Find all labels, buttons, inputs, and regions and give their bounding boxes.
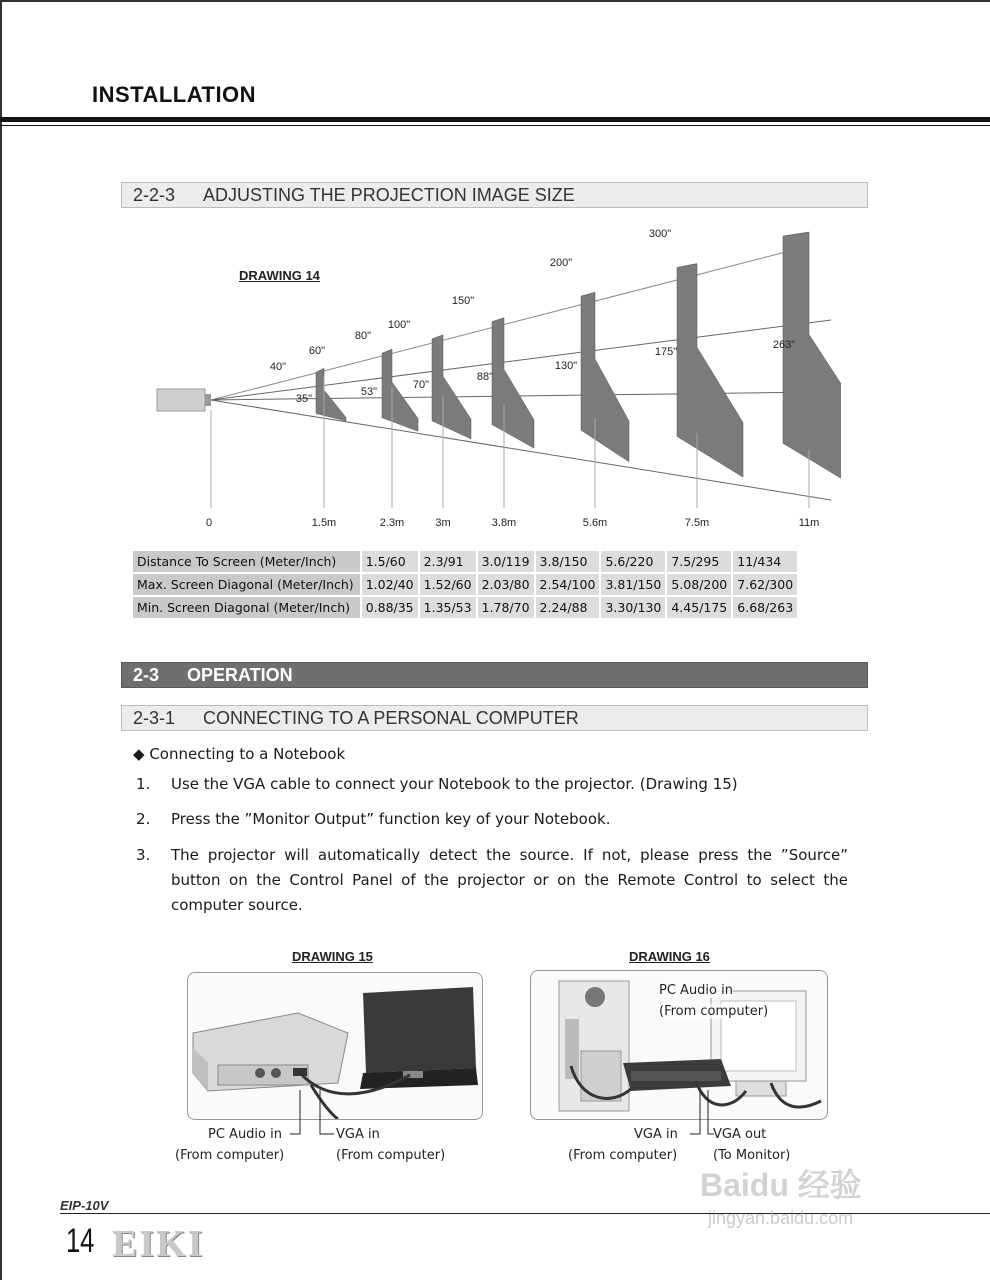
table-cell: 3.30/130	[601, 597, 665, 618]
min-size-label: 130"	[554, 360, 578, 372]
notebook-heading	[133, 745, 345, 763]
header-rule	[0, 117, 990, 122]
distance-tick-label: 0	[205, 517, 213, 529]
step-2	[136, 807, 848, 832]
table-cell: 1.52/60	[420, 574, 476, 595]
caption-line: PC Audio in	[208, 1127, 282, 1142]
caption-pc-audio-in	[208, 1127, 282, 1142]
max-size-label: 40"	[269, 361, 287, 373]
distance-tick-label: 7.5m	[684, 517, 710, 529]
pc-tower-illustration	[559, 981, 629, 1111]
distance-tick-label: 1.5m	[311, 517, 337, 529]
caption-vga-in-sub: (From computer)	[336, 1148, 446, 1163]
table-cell: 5.6/220	[601, 551, 665, 572]
caption-vga-out: VGA out	[713, 1127, 767, 1142]
caption-leader-lines	[280, 1090, 340, 1140]
caption-vga-in-16-sub: (From computer)	[568, 1148, 678, 1163]
table-cell: 1.02/40	[362, 574, 418, 595]
watermark-url: jingyan.baidu.com	[708, 1208, 854, 1228]
caption-leader-lines-16	[680, 1090, 730, 1140]
table-cell: 7.5/295	[667, 551, 731, 572]
section-number: 2-2-3	[133, 185, 176, 205]
caption-vga-out-sub: (To Monitor)	[713, 1148, 791, 1163]
watermark-logo: Baidu 经验	[700, 1167, 862, 1203]
section-title: ADJUSTING THE PROJECTION IMAGE SIZE	[203, 185, 575, 205]
distance-tick-label: 11m	[798, 517, 820, 529]
distance-tick-label: 2.3m	[379, 517, 405, 529]
caption-vga-in: VGA in	[336, 1127, 380, 1142]
brand-logo: EIKI	[112, 1223, 205, 1265]
model-name: EIP-10V	[60, 1198, 109, 1213]
inset-pc-audio-in: PC Audio in	[659, 983, 733, 998]
table-cell: 1.5/60	[362, 551, 418, 572]
table-cell: 5.08/200	[667, 574, 731, 595]
min-size-label: 88"	[476, 371, 494, 383]
table-cell: 3.8/150	[536, 551, 600, 572]
screen-mark	[432, 335, 471, 439]
step-text: The projector will automatically detect the source. If not, please press the ”Source” button on the Control Panel of the projector or on the Remote Control to select the computer source.	[171, 846, 848, 914]
step-number: 1.	[136, 775, 151, 793]
screen-mark	[677, 263, 743, 477]
row-label: Min. Screen Diagonal (Meter/Inch)	[133, 597, 360, 618]
page-border-left	[0, 0, 2, 1280]
drawing-14-label: DRAWING 14	[239, 268, 320, 283]
caption-pc-audio-in-sub: (From computer)	[175, 1148, 285, 1163]
min-size-label: 70"	[412, 379, 430, 391]
caption-vga-in-16: VGA in	[634, 1127, 678, 1142]
beam-ray-top	[211, 246, 809, 400]
table-cell: 3.81/150	[601, 574, 665, 595]
table-cell: 0.88/35	[362, 597, 418, 618]
projection-diagram	[121, 220, 841, 540]
table-row	[133, 551, 797, 572]
table-row	[133, 597, 797, 618]
screen-mark	[581, 292, 629, 462]
drawing-16-photo	[530, 970, 828, 1120]
row-label: Distance To Screen (Meter/Inch)	[133, 551, 360, 572]
step-number: 2.	[136, 810, 151, 828]
table-cell: 1.78/70	[478, 597, 534, 618]
min-size-label: 175"	[654, 346, 678, 358]
screen-mark	[492, 318, 534, 448]
table-cell: 2.03/80	[478, 574, 534, 595]
min-size-label: 53"	[360, 386, 378, 398]
step-1	[136, 772, 848, 797]
page-title: INSTALLATION	[92, 82, 257, 107]
section-number: 2-3-1	[133, 708, 176, 728]
table-cell: 6.68/263	[733, 597, 797, 618]
screens	[316, 232, 841, 494]
table-cell: 2.3/91	[420, 551, 476, 572]
table-cell: 2.24/88	[536, 597, 600, 618]
max-size-label: 200"	[549, 257, 573, 269]
distance-tick-label: 3m	[435, 517, 451, 529]
screen-mark	[783, 232, 841, 494]
max-size-label: 80"	[354, 330, 372, 342]
page-number: 14	[66, 1222, 95, 1260]
section-bar-connect-pc	[121, 705, 868, 731]
projector-illustration	[193, 1013, 348, 1091]
distance-tick-label: 3.8m	[491, 517, 517, 529]
screen-mark	[316, 368, 346, 421]
header-rule-thin	[0, 125, 990, 126]
min-size-label: 263"	[772, 339, 796, 351]
max-size-label: 150"	[451, 295, 475, 307]
projector-icon	[157, 389, 205, 411]
row-label: Max. Screen Diagonal (Meter/Inch)	[133, 574, 360, 595]
inset-pc-audio-in-sub: (From computer)	[659, 1004, 769, 1019]
section-title: OPERATION	[187, 665, 293, 685]
step-text: Use the VGA cable to connect your Notebook to the projector. (Drawing 15)	[171, 775, 738, 793]
projection-size-table	[131, 549, 799, 620]
section-title: CONNECTING TO A PERSONAL COMPUTER	[203, 708, 579, 728]
table-row	[133, 574, 797, 595]
notebook-heading-text: Connecting to a Notebook	[149, 745, 346, 763]
projector-lens-icon	[205, 394, 211, 406]
distance-tick-label: 5.6m	[582, 517, 608, 529]
min-size-label: 35"	[295, 393, 313, 405]
drawing-16-label: DRAWING 16	[629, 949, 710, 964]
section-bar-operation	[121, 662, 868, 688]
max-size-label: 100"	[387, 319, 411, 331]
drawing-15-label: DRAWING 15	[292, 949, 373, 964]
beam-ray-upper	[211, 320, 831, 400]
table-cell: 3.0/119	[478, 551, 534, 572]
table-cell: 4.45/175	[667, 597, 731, 618]
max-size-label: 60"	[308, 345, 326, 357]
step-number: 3.	[136, 846, 151, 864]
diamond-bullet-icon: ◆	[133, 745, 145, 763]
table-cell: 2.54/100	[536, 574, 600, 595]
max-size-label: 300"	[648, 228, 672, 240]
step-3	[136, 843, 848, 918]
table-cell: 11/434	[733, 551, 797, 572]
section-bar-image-size	[121, 182, 868, 208]
projector-illustration	[623, 1059, 731, 1091]
table-cell: 1.35/53	[420, 597, 476, 618]
page-border-top	[0, 0, 990, 2]
notebook-illustration	[360, 987, 478, 1089]
section-number: 2-3	[133, 665, 160, 685]
table-cell: 7.62/300	[733, 574, 797, 595]
step-text: Press the ”Monitor Output” function key of your Notebook.	[171, 810, 611, 828]
